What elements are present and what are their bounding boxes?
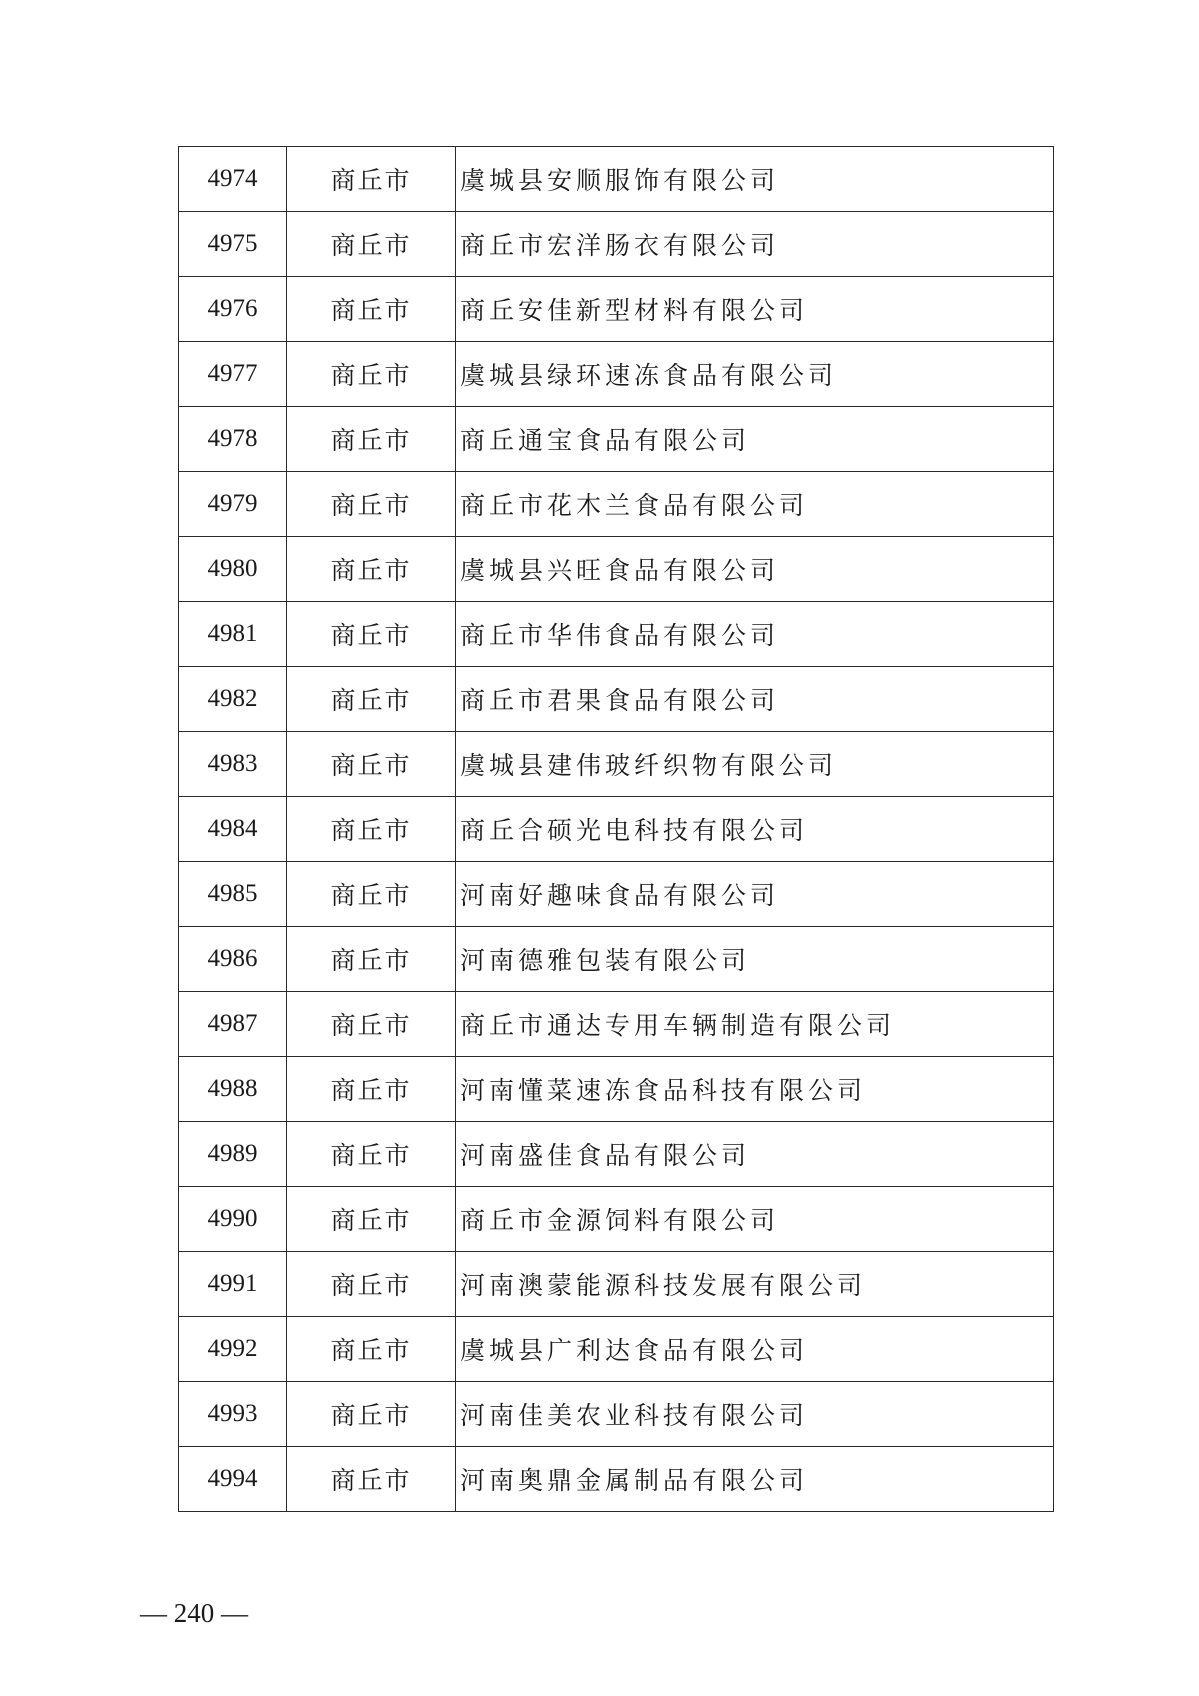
company-name-cell: 河南奥鼎金属制品有限公司	[456, 1447, 1054, 1512]
row-number-cell: 4985	[179, 862, 287, 927]
table-row	[179, 927, 1054, 992]
company-name-cell: 商丘市君果食品有限公司	[456, 667, 1054, 732]
row-number-cell: 4991	[179, 1252, 287, 1317]
row-number-cell: 4977	[179, 342, 287, 407]
row-number-cell: 4990	[179, 1187, 287, 1252]
city-cell: 商丘市	[287, 927, 456, 992]
table-row	[179, 212, 1054, 277]
table-row	[179, 472, 1054, 537]
city-cell: 商丘市	[287, 1187, 456, 1252]
city-cell: 商丘市	[287, 342, 456, 407]
row-number-cell: 4979	[179, 472, 287, 537]
table-row	[179, 407, 1054, 472]
row-number-cell: 4993	[179, 1382, 287, 1447]
company-name-cell: 商丘通宝食品有限公司	[456, 407, 1054, 472]
company-name-cell: 商丘市花木兰食品有限公司	[456, 472, 1054, 537]
company-name-cell: 河南佳美农业科技有限公司	[456, 1382, 1054, 1447]
company-list-table	[178, 146, 1054, 1512]
table-row	[179, 667, 1054, 732]
table-row	[179, 1447, 1054, 1512]
row-number-cell: 4983	[179, 732, 287, 797]
city-cell: 商丘市	[287, 212, 456, 277]
city-cell: 商丘市	[287, 732, 456, 797]
row-number-cell: 4982	[179, 667, 287, 732]
table-body	[179, 147, 1054, 1512]
table-row	[179, 1382, 1054, 1447]
city-cell: 商丘市	[287, 407, 456, 472]
company-name-cell: 商丘安佳新型材料有限公司	[456, 277, 1054, 342]
company-name-cell: 虞城县绿环速冻食品有限公司	[456, 342, 1054, 407]
company-name-cell: 商丘市华伟食品有限公司	[456, 602, 1054, 667]
city-cell: 商丘市	[287, 537, 456, 602]
table-row	[179, 1122, 1054, 1187]
city-cell: 商丘市	[287, 1382, 456, 1447]
city-cell: 商丘市	[287, 1057, 456, 1122]
company-name-cell: 商丘合硕光电科技有限公司	[456, 797, 1054, 862]
company-name-cell: 河南好趣味食品有限公司	[456, 862, 1054, 927]
row-number-cell: 4981	[179, 602, 287, 667]
city-cell: 商丘市	[287, 472, 456, 537]
table-row	[179, 732, 1054, 797]
company-name-cell: 商丘市通达专用车辆制造有限公司	[456, 992, 1054, 1057]
row-number-cell: 4980	[179, 537, 287, 602]
city-cell: 商丘市	[287, 602, 456, 667]
city-cell: 商丘市	[287, 277, 456, 342]
city-cell: 商丘市	[287, 992, 456, 1057]
city-cell: 商丘市	[287, 147, 456, 212]
table-row	[179, 862, 1054, 927]
table-row	[179, 537, 1054, 602]
row-number-cell: 4976	[179, 277, 287, 342]
table-row	[179, 147, 1054, 212]
city-cell: 商丘市	[287, 1317, 456, 1382]
table-row	[179, 1252, 1054, 1317]
row-number-cell: 4974	[179, 147, 287, 212]
table-row	[179, 797, 1054, 862]
table-row	[179, 1057, 1054, 1122]
company-name-cell: 河南盛佳食品有限公司	[456, 1122, 1054, 1187]
company-name-cell: 河南懂菜速冻食品科技有限公司	[456, 1057, 1054, 1122]
row-number-cell: 4978	[179, 407, 287, 472]
company-name-cell: 虞城县广利达食品有限公司	[456, 1317, 1054, 1382]
row-number-cell: 4989	[179, 1122, 287, 1187]
company-name-cell: 河南澳蒙能源科技发展有限公司	[456, 1252, 1054, 1317]
row-number-cell: 4975	[179, 212, 287, 277]
table-row	[179, 1317, 1054, 1382]
row-number-cell: 4988	[179, 1057, 287, 1122]
city-cell: 商丘市	[287, 797, 456, 862]
company-name-cell: 虞城县兴旺食品有限公司	[456, 537, 1054, 602]
table-row	[179, 277, 1054, 342]
table-row	[179, 1187, 1054, 1252]
company-name-cell: 河南德雅包装有限公司	[456, 927, 1054, 992]
row-number-cell: 4994	[179, 1447, 287, 1512]
table-row	[179, 342, 1054, 407]
city-cell: 商丘市	[287, 1447, 456, 1512]
table-row	[179, 992, 1054, 1057]
city-cell: 商丘市	[287, 862, 456, 927]
company-name-cell: 商丘市金源饲料有限公司	[456, 1187, 1054, 1252]
company-name-cell: 虞城县建伟玻纤织物有限公司	[456, 732, 1054, 797]
city-cell: 商丘市	[287, 1122, 456, 1187]
row-number-cell: 4987	[179, 992, 287, 1057]
city-cell: 商丘市	[287, 667, 456, 732]
city-cell: 商丘市	[287, 1252, 456, 1317]
row-number-cell: 4984	[179, 797, 287, 862]
company-name-cell: 虞城县安顺服饰有限公司	[456, 147, 1054, 212]
table-row	[179, 602, 1054, 667]
company-name-cell: 商丘市宏洋肠衣有限公司	[456, 212, 1054, 277]
row-number-cell: 4986	[179, 927, 287, 992]
page-number: — 240 —	[140, 1598, 248, 1628]
row-number-cell: 4992	[179, 1317, 287, 1382]
